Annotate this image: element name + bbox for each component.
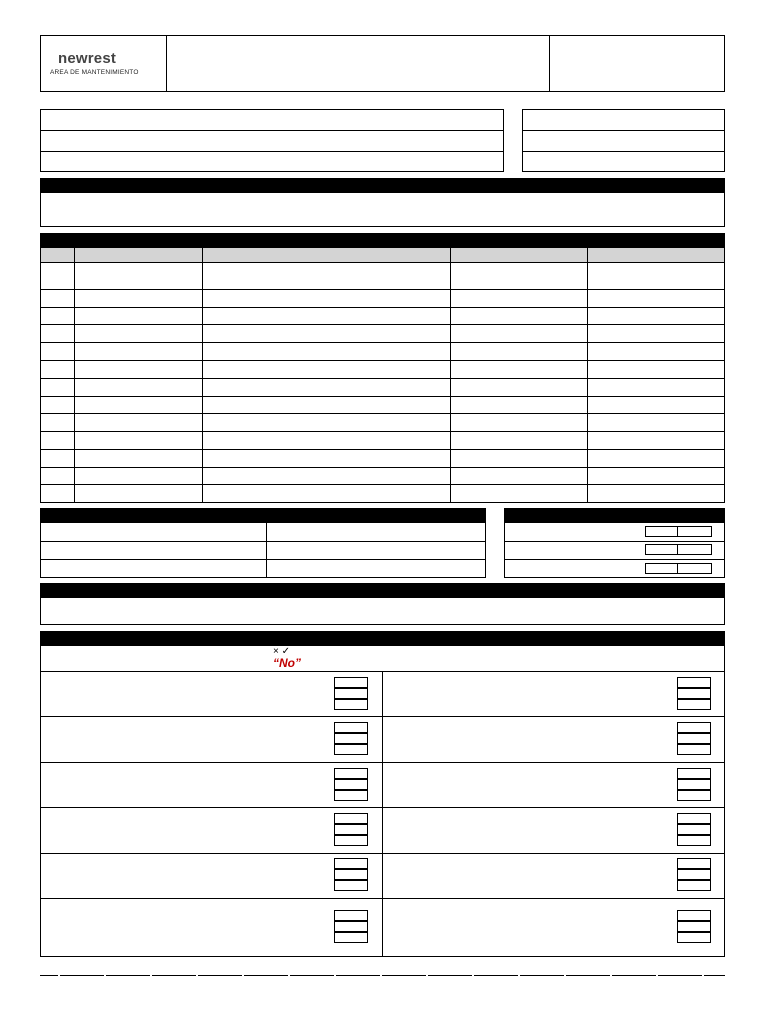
items-table xyxy=(40,233,725,503)
checkbox[interactable] xyxy=(677,932,711,943)
info-fields-right xyxy=(522,109,725,172)
checkbox[interactable] xyxy=(334,779,368,790)
checkbox[interactable] xyxy=(334,744,368,755)
info-row-divider xyxy=(40,151,504,152)
panel-row-divider xyxy=(40,559,486,560)
checkbox[interactable] xyxy=(334,733,368,744)
checkbox[interactable] xyxy=(677,733,711,744)
checkbox[interactable] xyxy=(334,932,368,943)
table-row xyxy=(40,396,725,397)
panel-row-divider xyxy=(504,559,725,560)
checkbox[interactable] xyxy=(677,790,711,801)
checkbox[interactable] xyxy=(677,768,711,779)
table-row xyxy=(40,289,725,290)
lower-right-header-bar xyxy=(504,508,725,523)
checkbox[interactable] xyxy=(334,699,368,710)
checklist-row-divider xyxy=(40,762,725,763)
checkbox[interactable] xyxy=(677,858,711,869)
table-row xyxy=(40,360,725,361)
table-column-divider xyxy=(450,248,451,503)
table-row xyxy=(40,449,725,450)
checkbox[interactable] xyxy=(334,921,368,932)
checklist-legend-marks: × ✓ xyxy=(273,646,290,657)
checkbox[interactable] xyxy=(677,921,711,932)
checkbox[interactable] xyxy=(677,779,711,790)
checkbox[interactable] xyxy=(677,880,711,891)
checkbox[interactable] xyxy=(334,910,368,921)
table-row xyxy=(40,342,725,343)
checkbox[interactable] xyxy=(677,744,711,755)
header-divider-right xyxy=(549,35,550,92)
yes-no-box[interactable] xyxy=(677,526,712,537)
checklist-column-divider xyxy=(382,671,383,957)
checklist-no-label: “No” xyxy=(273,656,301,670)
checkbox[interactable] xyxy=(334,768,368,779)
info-row-divider xyxy=(522,130,725,131)
table-row xyxy=(40,467,725,468)
panel-row-divider xyxy=(504,541,725,542)
section-header-bar xyxy=(40,583,725,598)
info-fields-left xyxy=(40,109,504,172)
checkbox[interactable] xyxy=(334,824,368,835)
checkbox[interactable] xyxy=(334,835,368,846)
checkbox[interactable] xyxy=(334,880,368,891)
table-row xyxy=(40,413,725,414)
checkbox[interactable] xyxy=(334,722,368,733)
checkbox[interactable] xyxy=(677,722,711,733)
section-header-bar xyxy=(40,178,725,193)
table-row xyxy=(40,378,725,379)
info-row-divider xyxy=(40,130,504,131)
panel-row-divider xyxy=(40,541,486,542)
header-divider-left xyxy=(166,35,167,92)
lower-left-header-bar xyxy=(40,508,486,523)
table-row xyxy=(40,484,725,485)
yes-no-box[interactable] xyxy=(645,544,680,555)
checkbox[interactable] xyxy=(677,677,711,688)
table-column-divider xyxy=(202,248,203,503)
checkbox[interactable] xyxy=(677,824,711,835)
brand-subtitle: AREA DE MANTENIMIENTO xyxy=(50,69,139,76)
checklist-row-divider xyxy=(40,716,725,717)
table-column-divider xyxy=(587,248,588,503)
checkbox[interactable] xyxy=(677,699,711,710)
table-row xyxy=(40,431,725,432)
checkbox[interactable] xyxy=(334,790,368,801)
table-row xyxy=(40,307,725,308)
checklist-header-bar xyxy=(40,631,725,646)
yes-no-box[interactable] xyxy=(677,544,712,555)
checkbox[interactable] xyxy=(334,858,368,869)
table-column-header-row xyxy=(41,248,724,262)
checkbox[interactable] xyxy=(677,910,711,921)
checklist-row-divider xyxy=(40,898,725,899)
yes-no-box[interactable] xyxy=(645,563,680,574)
checklist-row-divider xyxy=(40,807,725,808)
info-row-divider xyxy=(522,151,725,152)
table-header-bar xyxy=(40,233,725,248)
brand-name: newrest xyxy=(58,50,117,67)
panel-column-divider xyxy=(266,523,267,578)
table-row xyxy=(40,324,725,325)
yes-no-box[interactable] xyxy=(645,526,680,537)
checkbox[interactable] xyxy=(677,813,711,824)
checkbox[interactable] xyxy=(334,813,368,824)
yes-no-box[interactable] xyxy=(677,563,712,574)
table-header-divider xyxy=(40,262,725,263)
checkbox[interactable] xyxy=(677,869,711,880)
checkbox[interactable] xyxy=(334,869,368,880)
checkbox[interactable] xyxy=(677,688,711,699)
checkbox[interactable] xyxy=(334,677,368,688)
brand-logo xyxy=(48,50,160,82)
checkbox[interactable] xyxy=(334,688,368,699)
table-column-divider xyxy=(74,248,75,503)
checklist-row-divider xyxy=(40,853,725,854)
checkbox[interactable] xyxy=(677,835,711,846)
